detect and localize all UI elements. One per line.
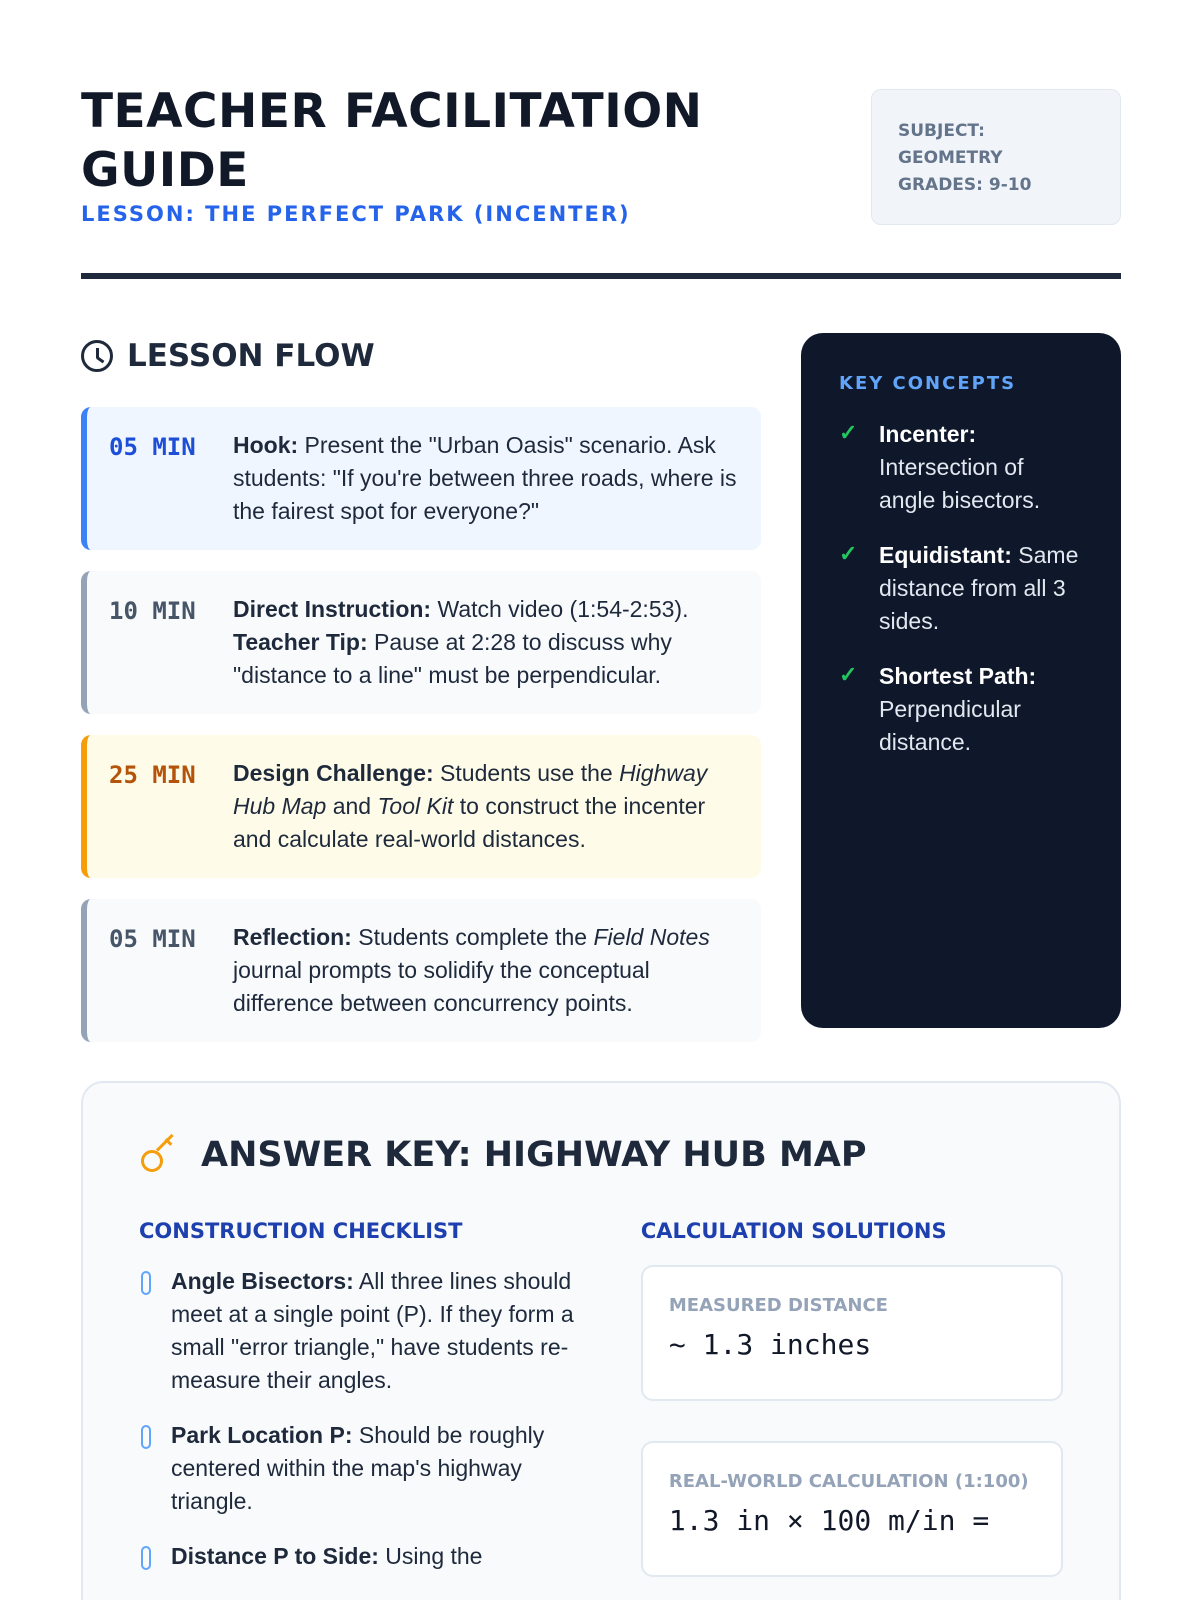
step-text: journal prompts to solidify the conceptual difference between concurrency points.: [233, 957, 650, 1016]
step-label: Design Challenge:: [233, 760, 434, 786]
page-header: [81, 82, 1121, 282]
answer-key-section: [81, 1081, 1121, 1600]
resource-name: Tool Kit: [377, 793, 454, 819]
resource-name: Field Notes: [593, 924, 710, 950]
grades-value: GRADES: 9-10: [898, 175, 1032, 195]
step-label: Reflection:: [233, 924, 352, 950]
construction-checklist: [139, 1219, 607, 1600]
checklist-text: [171, 1265, 607, 1397]
header-divider: [81, 273, 1121, 279]
concept-item: [839, 539, 1083, 638]
checklist-item: [139, 1265, 607, 1397]
answer-key-columns: [139, 1219, 1063, 1600]
concept-item: [839, 418, 1083, 517]
concept-definition: Intersection of angle bisectors.: [879, 454, 1041, 513]
teacher-tip-text: Pause at 2:28 to discuss why "distance to a line" must be perpendicular.: [233, 629, 672, 688]
calculation-card: [641, 1441, 1063, 1577]
calculation-value: ~ 1.3 inches: [668, 1328, 872, 1361]
check-icon: ✓: [839, 420, 858, 445]
concept-item: [839, 660, 1083, 759]
calculation-label: MEASURED DISTANCE: [668, 1295, 888, 1316]
step-label: Direct Instruction:: [233, 596, 432, 622]
checklist-text: [171, 1540, 482, 1573]
step-time: 25 MIN: [109, 761, 196, 789]
concept-term: Incenter:: [879, 421, 977, 447]
step-time: 05 MIN: [109, 925, 196, 953]
step-time: 05 MIN: [109, 433, 196, 461]
concept-definition: Same distance from all 3 sides.: [879, 542, 1079, 634]
checklist-term: Distance P to Side:: [171, 1543, 379, 1569]
lesson-flow-title: LESSON FLOW: [127, 338, 375, 374]
step-text: and: [326, 793, 378, 819]
subject-value: GEOMETRY: [898, 148, 1003, 168]
checklist-description: Using the: [378, 1543, 483, 1569]
flow-step-hook: [81, 407, 761, 550]
lesson-subtitle: LESSON: THE PERFECT PARK (INCENTER): [81, 202, 631, 226]
key-concepts-title: KEY CONCEPTS: [839, 373, 1017, 394]
step-text: Students complete the: [351, 924, 594, 950]
subject-label: SUBJECT:: [898, 121, 985, 141]
key-icon: [139, 1135, 179, 1175]
subject-info-box: [871, 89, 1121, 225]
step-time: 10 MIN: [109, 597, 196, 625]
checklist-item: [139, 1419, 607, 1518]
calculation-label: REAL-WORLD CALCULATION (1:100): [668, 1471, 1029, 1492]
step-text: Students use the: [433, 760, 620, 786]
check-icon: ✓: [839, 662, 858, 687]
checkbox[interactable]: [141, 1546, 151, 1570]
lesson-flow-list: [81, 407, 761, 1063]
key-concepts-panel: [801, 333, 1121, 1028]
flow-step-design-challenge: [81, 735, 761, 878]
lesson-flow-heading: [81, 338, 375, 374]
concept-definition: Perpendicular distance.: [879, 696, 1021, 755]
checklist-item: [139, 1540, 607, 1573]
check-icon: ✓: [839, 541, 858, 566]
checklist-title: CONSTRUCTION CHECKLIST: [139, 1219, 463, 1243]
checklist-term: Park Location P:: [171, 1422, 353, 1448]
answer-key-title: ANSWER KEY: HIGHWAY HUB MAP: [201, 1135, 867, 1175]
page-title: TEACHER FACILITATION GUIDE: [81, 84, 703, 198]
concept-text: [879, 418, 1083, 517]
concept-term: Shortest Path:: [879, 663, 1037, 689]
step-description: [233, 593, 739, 692]
step-text: Present the "Urban Oasis" scenario. Ask students: "If you're between three roads, where is the fairest spot for everyone?": [233, 432, 737, 524]
checkbox[interactable]: [141, 1425, 151, 1449]
calculation-card: [641, 1265, 1063, 1401]
calculation-solutions: [641, 1219, 1063, 1600]
step-text: to construct the incenter and calculate real-world distances.: [233, 793, 706, 852]
checklist-text: [171, 1419, 607, 1518]
step-description: [233, 757, 739, 856]
checklist-description: All three lines should meet at a single point (P). If they form a small "error triangle," have students re-measure their angles.: [171, 1268, 574, 1393]
checklist-term: Angle Bisectors:: [171, 1268, 354, 1294]
clock-icon: [81, 340, 113, 372]
concept-text: [879, 539, 1083, 638]
answer-key-heading: [139, 1135, 1063, 1175]
teacher-tip-label: Teacher Tip:: [233, 629, 368, 655]
checkbox[interactable]: [141, 1271, 151, 1295]
flow-step-direct-instruction: [81, 571, 761, 714]
checklist-description: Should be roughly centered within the map's highway triangle.: [171, 1422, 545, 1514]
flow-step-reflection: [81, 899, 761, 1042]
step-description: [233, 429, 739, 528]
calculation-value: 1.3 in × 100 m/in =: [668, 1504, 990, 1537]
step-text: Watch video (1:54-2:53).: [431, 596, 689, 622]
concept-text: [879, 660, 1083, 759]
step-label: Hook:: [233, 432, 299, 458]
resource-name: Highway Hub Map: [233, 760, 708, 819]
calculation-title: CALCULATION SOLUTIONS: [640, 1219, 947, 1243]
concept-term: Equidistant:: [879, 542, 1012, 568]
step-description: [233, 921, 739, 1020]
